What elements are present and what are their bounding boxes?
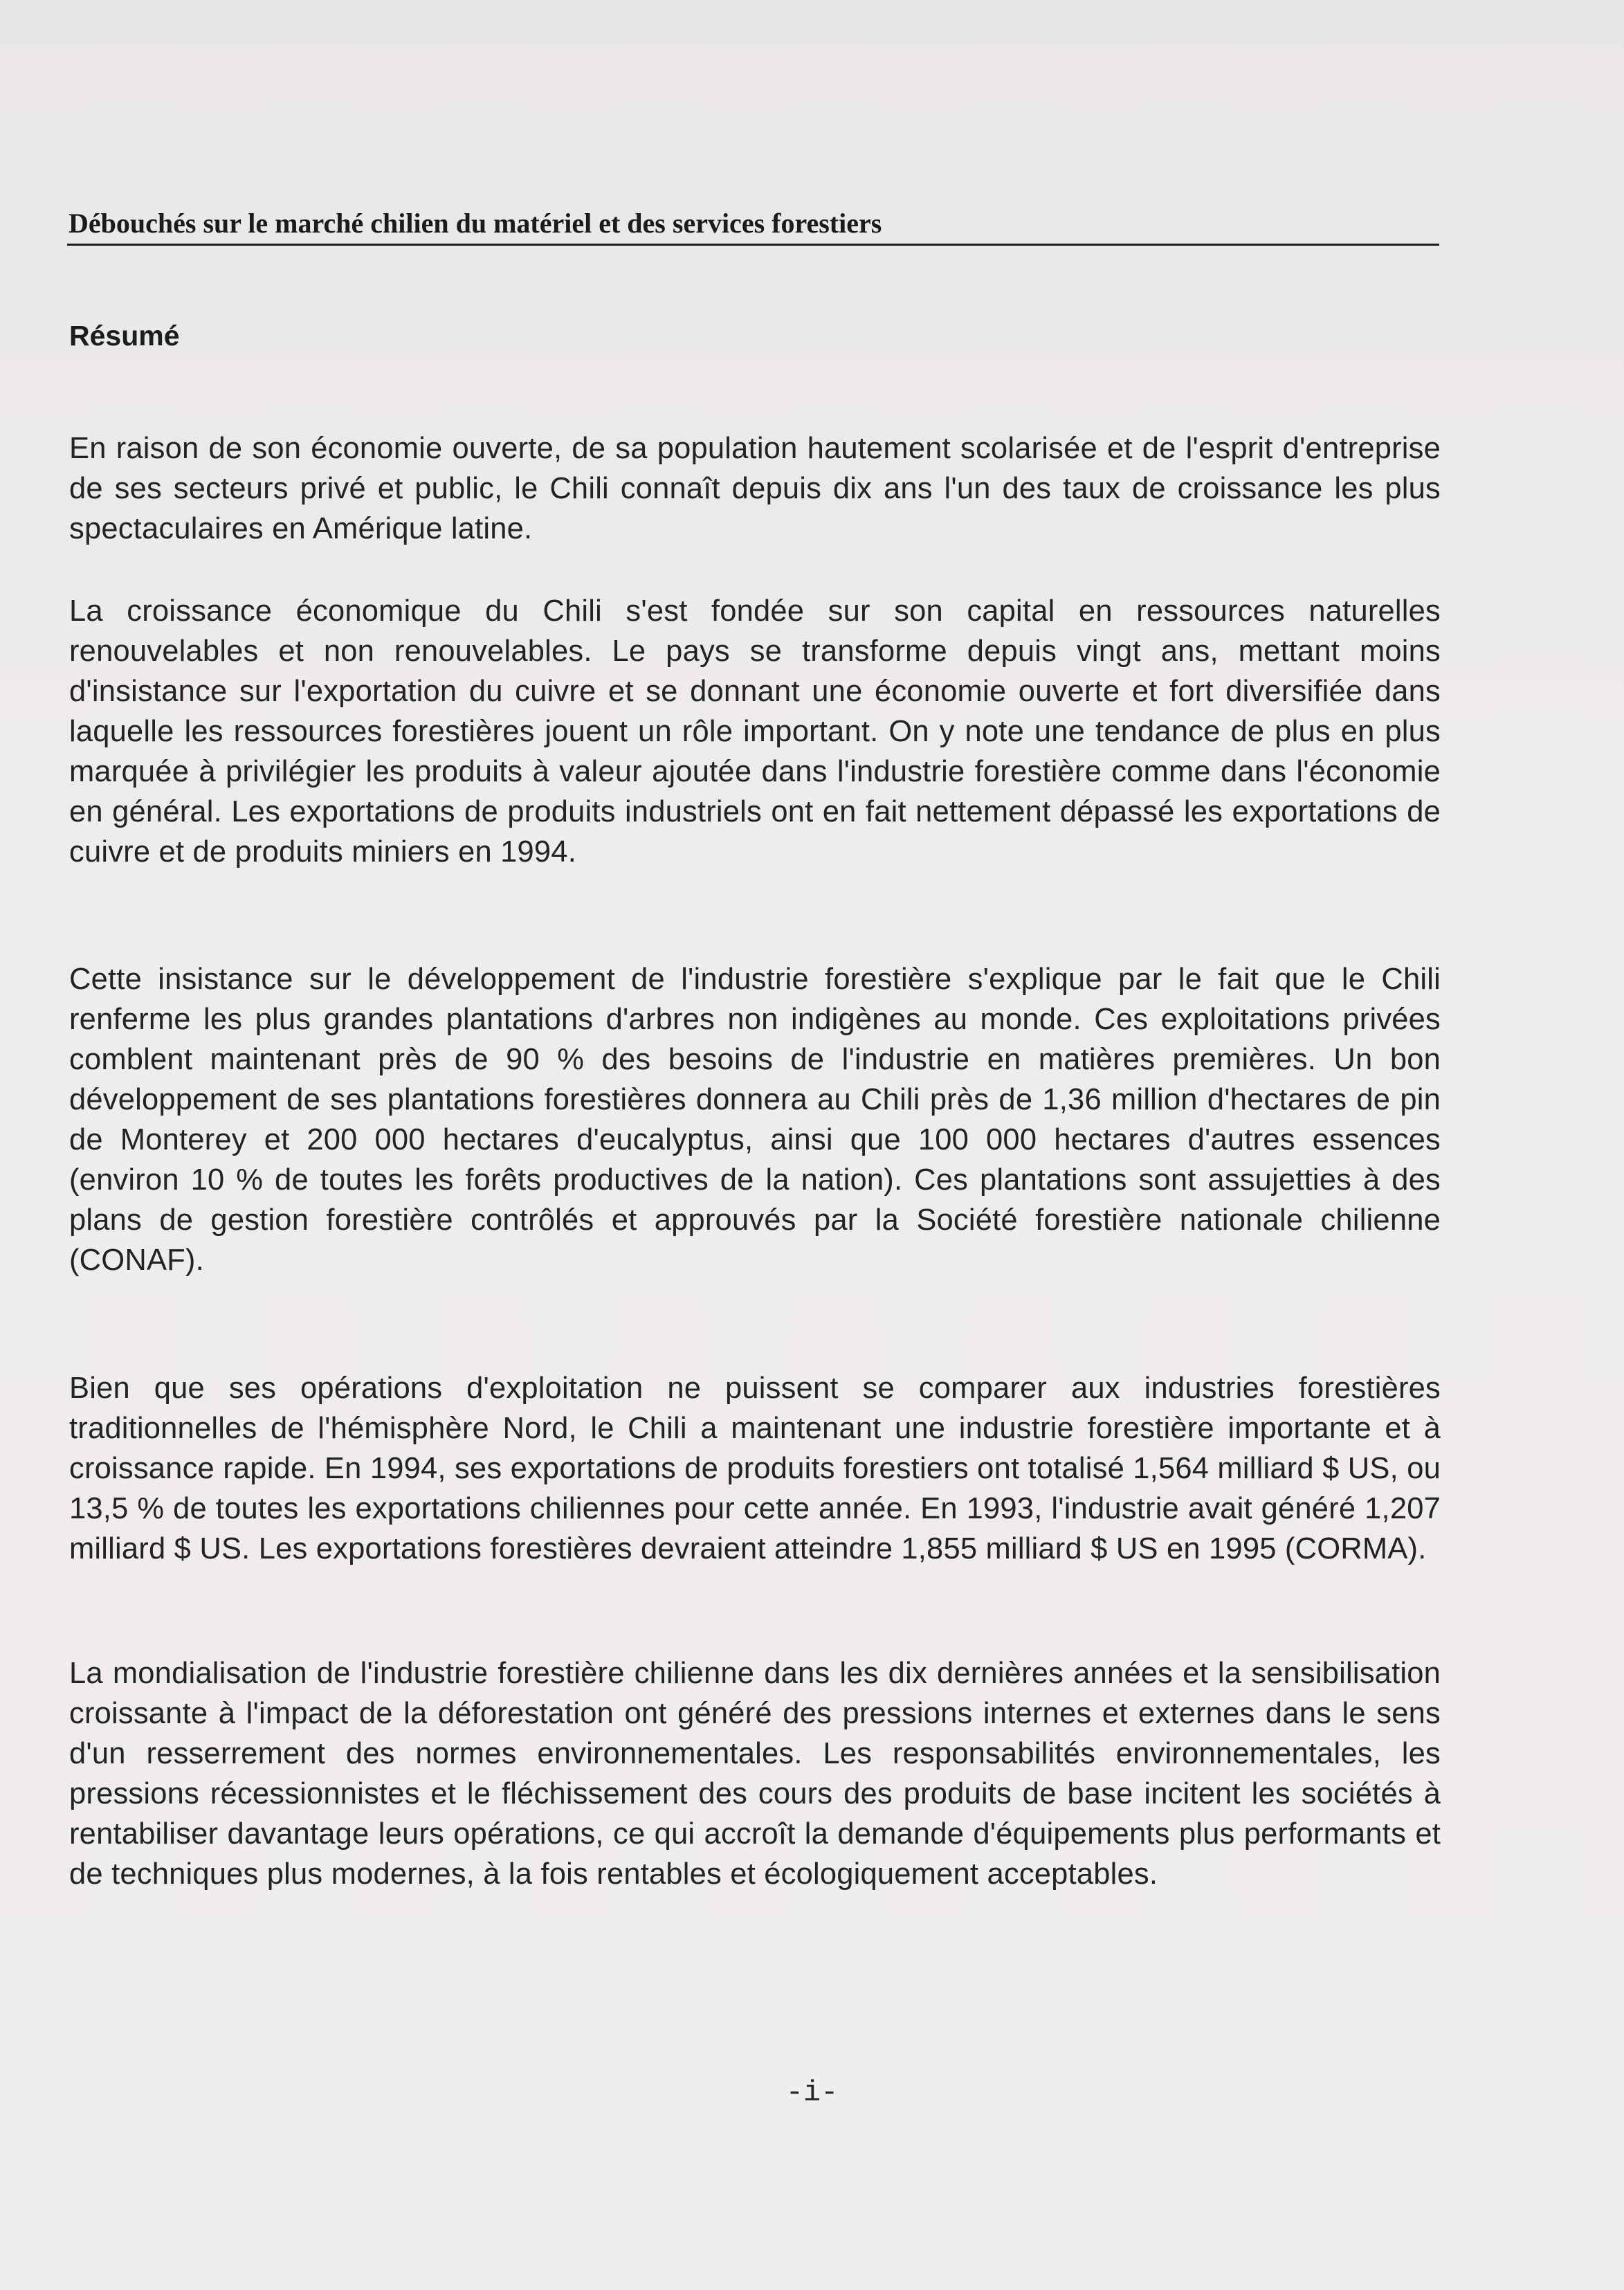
paragraph-3: Cette insistance sur le développement de l'industrie forestière s'explique par le fait que le Chili renferme les plus grandes plantations d'arbres non indigènes au monde. Ces exploitations privées comblent maintenant près de 90 % des besoins de l'industrie en matières premières. Un bon développement de ses plantations forestières donnera au Chili près de 1,36 million d'hectares de pin de Monterey et 200 000 hectares d'eucalyptus, ainsi que 100 000 hectares d'autres essences (environ 10 % de toutes les forêts productives de la nation). Ces plantations sont assujetties à des plans de gestion forestière contrôlés et approuvés par la Société forestière nationale chilienne (CONAF). (69, 962, 1441, 1277)
running-header (67, 202, 1439, 246)
page-number: -i- (785, 2076, 839, 2109)
paragraph-2: La croissance économique du Chili s'est fondée sur son capital en ressources naturelles renouvelables et non renouvelables. Le pays se transforme depuis vingt ans, mettant moins d'insistance sur l'exportation du cuivre et se donnant une économie ouverte et fort diversifiée dans laquelle les ressources forestières jouent un rôle important. On y note une tendance de plus en plus marquée à privilégier les produits à valeur ajoutée dans l'industrie forestière comme dans l'économie en général. Les exportations de produits industriels ont en fait nettement dépassé les exportations de cuivre et de produits miniers en 1994. (69, 594, 1441, 869)
paragraph-5: La mondialisation de l'industrie forestière chilienne dans les dix dernières années et la sensibilisation croissante à l'impact de la déforestation ont généré des pressions internes et externes dans le sens d'un resserrement des normes environnementales. Les responsabilités environnementales, les pressions récessionnistes et le fléchissement des cours des produits de base incitent les sociétés à rentabiliser davantage leurs opérations, ce qui accroît la demande d'équipements plus performants et de techniques plus modernes, à la fois rentables et écologiquement acceptables. (69, 1656, 1441, 1891)
paragraph-4: Bien que ses opérations d'exploitation ne puissent se comparer aux industries forestières traditionnelles de l'hémisphère Nord, le Chili a maintenant une industrie forestière importante et à croissance rapide. En 1994, ses exportations de produits forestiers ont totalisé 1,564 milliard $ US, ou 13,5 % de toutes les exportations chiliennes pour cette année. En 1993, l'industrie avait généré 1,207 milliard $ US. Les exportations forestières devraient atteindre 1,855 milliard $ US en 1995 (CORMA). (69, 1371, 1441, 1565)
header-title: Débouchés sur le marché chilien du matériel et des services forestiers (69, 208, 882, 239)
section-heading: Résumé (69, 320, 180, 352)
paragraph-1: En raison de son économie ouverte, de sa population hautement scolarisée et de l'esprit d'entreprise de ses secteurs privé et public, le Chili connaît depuis dix ans l'un des taux de croissance les plus spectaculaires en Amérique latine. (69, 431, 1441, 545)
